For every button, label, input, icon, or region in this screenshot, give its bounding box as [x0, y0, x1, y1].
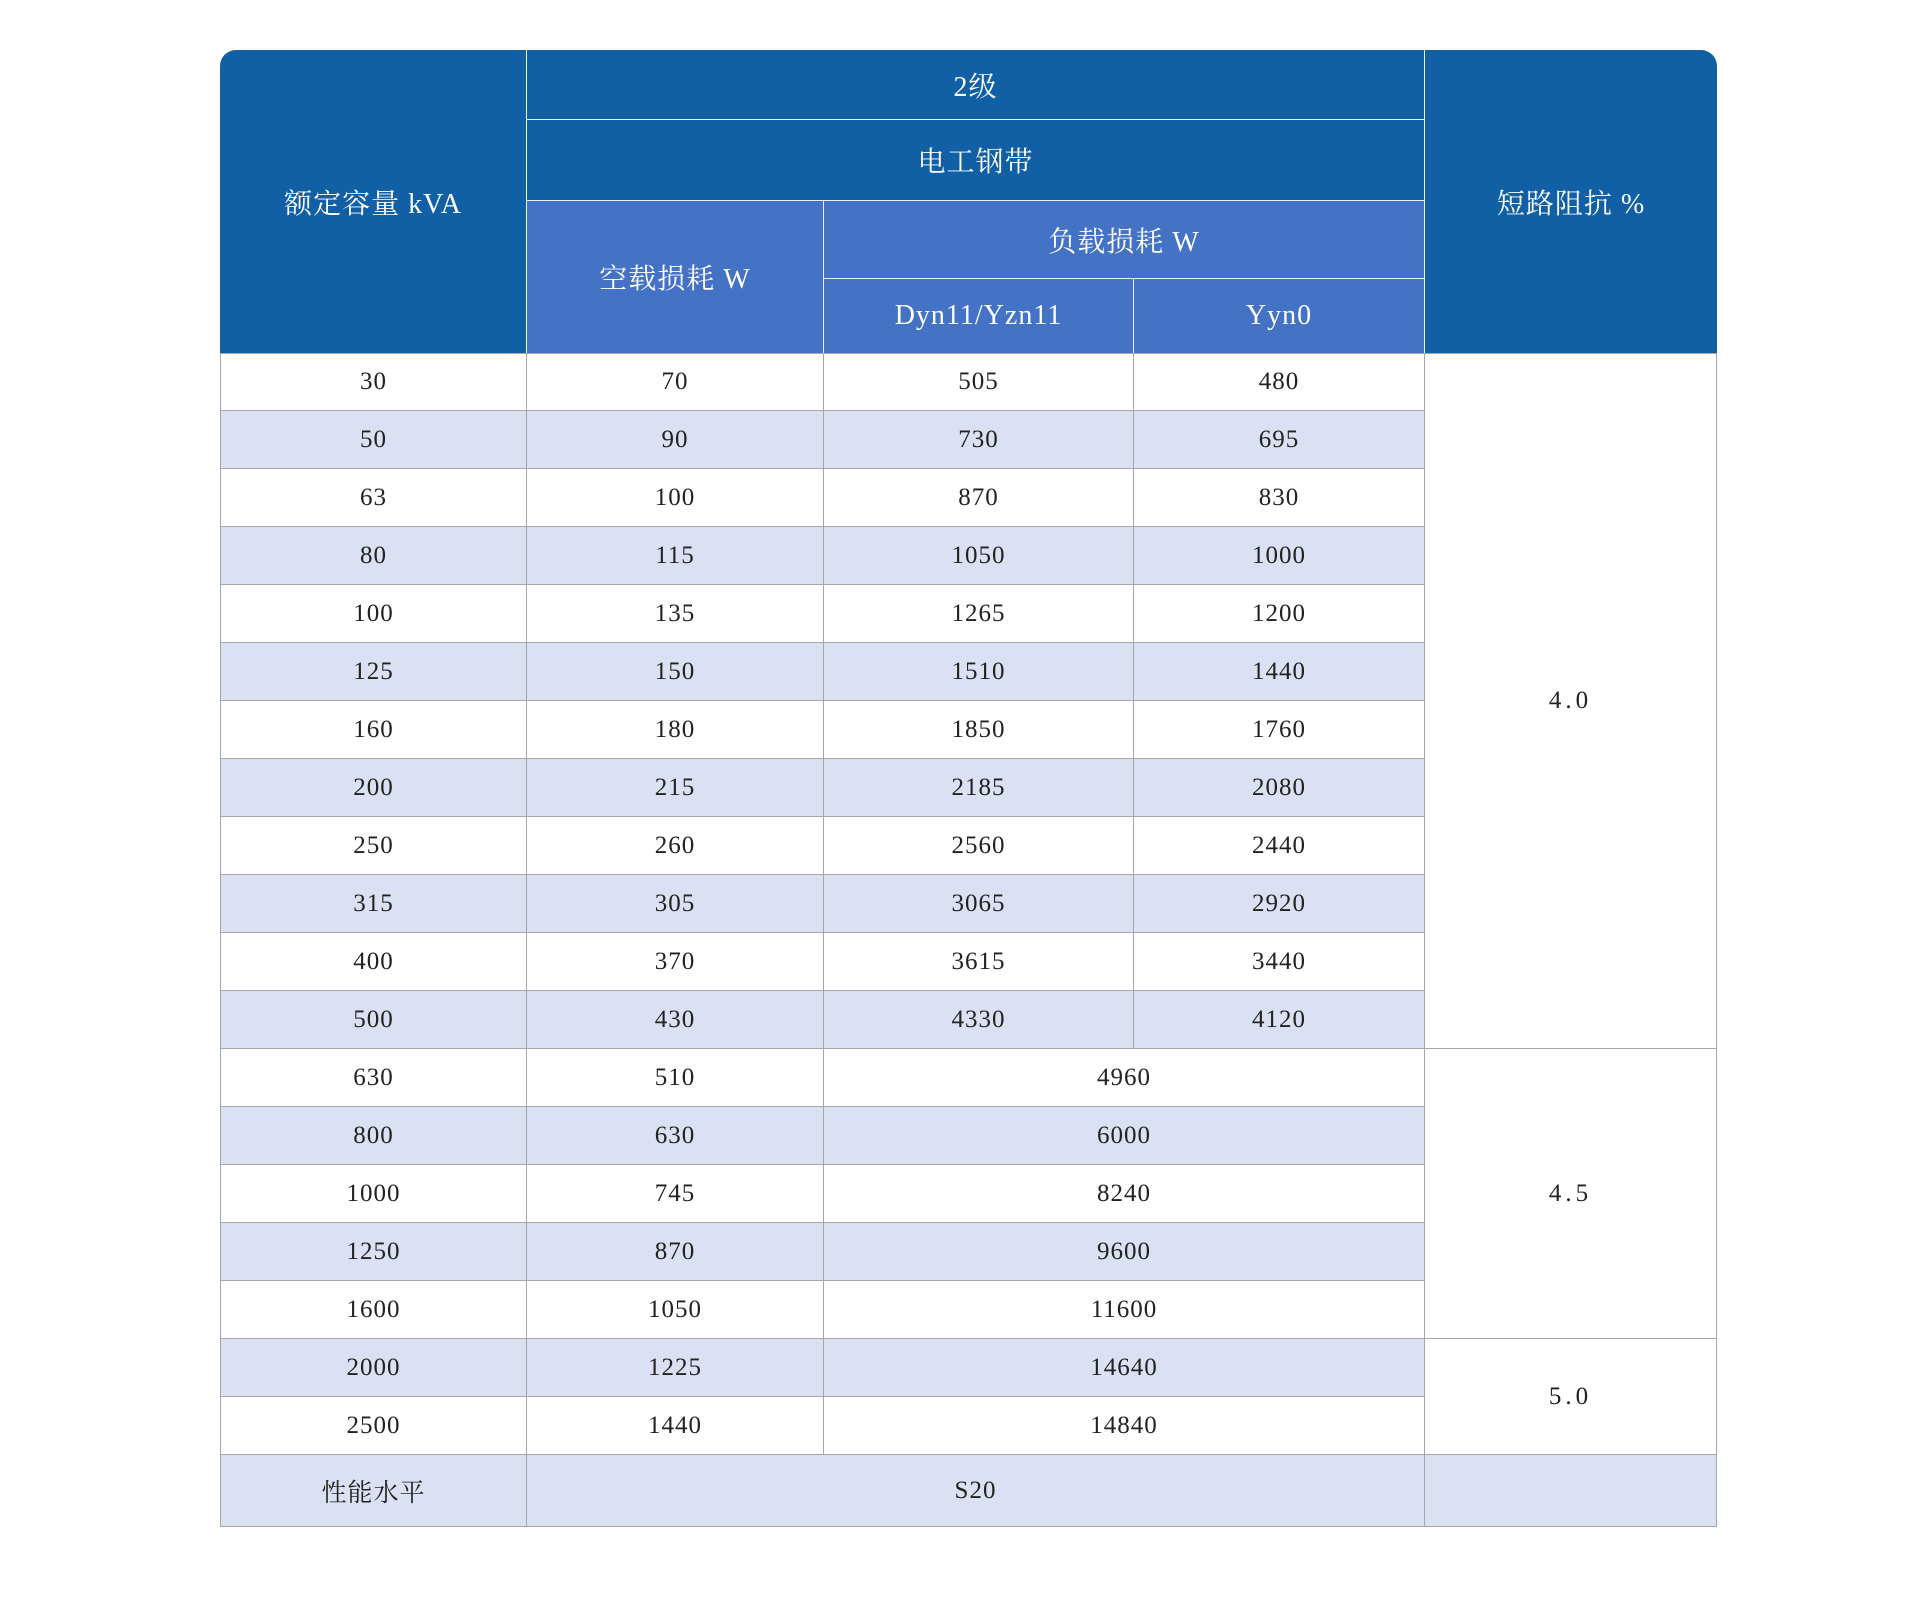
impedance-value-cell: 4.5	[1425, 1049, 1717, 1339]
performance-level-row	[220, 1455, 1717, 1527]
load-loss-dyn11-cell: 3065	[824, 875, 1134, 933]
header-row-grade	[220, 50, 1717, 120]
grade-header: 2级	[527, 50, 1425, 120]
impedance-empty-cell	[1425, 1455, 1717, 1527]
capacity-cell: 1000	[220, 1165, 527, 1223]
load-loss-dyn11-cell: 1050	[824, 527, 1134, 585]
capacity-cell: 1600	[220, 1281, 527, 1339]
table-row	[220, 1339, 1717, 1397]
impedance-value-cell: 4.0	[1425, 353, 1717, 1049]
no-load-loss-cell: 745	[527, 1165, 824, 1223]
load-loss-merged-cell: 11600	[824, 1281, 1425, 1339]
load-loss-dyn11-cell: 1850	[824, 701, 1134, 759]
load-loss-merged-cell: 6000	[824, 1107, 1425, 1165]
load-loss-merged-cell: 8240	[824, 1165, 1425, 1223]
load-loss-yyn0-cell: 695	[1134, 411, 1425, 469]
capacity-cell: 200	[220, 759, 527, 817]
load-loss-yyn0-cell: 1440	[1134, 643, 1425, 701]
no-load-loss-cell: 1050	[527, 1281, 824, 1339]
no-load-loss-cell: 100	[527, 469, 824, 527]
no-load-loss-header: 空载损耗 W	[527, 201, 824, 353]
table-row	[220, 1049, 1717, 1107]
no-load-loss-cell: 150	[527, 643, 824, 701]
no-load-loss-cell: 630	[527, 1107, 824, 1165]
capacity-cell: 500	[220, 991, 527, 1049]
load-loss-dyn11-cell: 2185	[824, 759, 1134, 817]
performance-value-cell: S20	[527, 1455, 1425, 1527]
load-loss-dyn11-cell: 870	[824, 469, 1134, 527]
no-load-loss-cell: 1225	[527, 1339, 824, 1397]
no-load-loss-cell: 305	[527, 875, 824, 933]
transformer-spec-table	[220, 50, 1717, 1527]
vector-group-dyn11-header: Dyn11/Yzn11	[824, 279, 1134, 353]
vector-group-yyn0-header: Yyn0	[1134, 279, 1425, 353]
load-loss-yyn0-cell: 2440	[1134, 817, 1425, 875]
load-loss-dyn11-cell: 505	[824, 353, 1134, 411]
spec-table	[220, 50, 1717, 1527]
capacity-cell: 1250	[220, 1223, 527, 1281]
load-loss-yyn0-cell: 2080	[1134, 759, 1425, 817]
load-loss-dyn11-cell: 1510	[824, 643, 1134, 701]
load-loss-dyn11-cell: 1265	[824, 585, 1134, 643]
load-loss-yyn0-cell: 4120	[1134, 991, 1425, 1049]
load-loss-merged-cell: 4960	[824, 1049, 1425, 1107]
load-loss-yyn0-cell: 3440	[1134, 933, 1425, 991]
capacity-column-header: 额定容量 kVA	[220, 50, 527, 353]
no-load-loss-cell: 135	[527, 585, 824, 643]
load-loss-yyn0-cell: 1200	[1134, 585, 1425, 643]
load-loss-dyn11-cell: 3615	[824, 933, 1134, 991]
capacity-cell: 630	[220, 1049, 527, 1107]
capacity-cell: 2000	[220, 1339, 527, 1397]
capacity-cell: 80	[220, 527, 527, 585]
load-loss-merged-cell: 14840	[824, 1397, 1425, 1455]
no-load-loss-cell: 1440	[527, 1397, 824, 1455]
no-load-loss-cell: 370	[527, 933, 824, 991]
no-load-loss-cell: 90	[527, 411, 824, 469]
load-loss-dyn11-cell: 2560	[824, 817, 1134, 875]
capacity-cell: 125	[220, 643, 527, 701]
capacity-cell: 315	[220, 875, 527, 933]
no-load-loss-cell: 260	[527, 817, 824, 875]
capacity-cell: 250	[220, 817, 527, 875]
table-row	[220, 353, 1717, 411]
load-loss-yyn0-cell: 2920	[1134, 875, 1425, 933]
no-load-loss-cell: 430	[527, 991, 824, 1049]
no-load-loss-cell: 115	[527, 527, 824, 585]
material-header: 电工钢带	[527, 120, 1425, 201]
no-load-loss-cell: 215	[527, 759, 824, 817]
capacity-cell: 63	[220, 469, 527, 527]
capacity-cell: 50	[220, 411, 527, 469]
load-loss-yyn0-cell: 1000	[1134, 527, 1425, 585]
load-loss-dyn11-cell: 730	[824, 411, 1134, 469]
no-load-loss-cell: 70	[527, 353, 824, 411]
capacity-cell: 160	[220, 701, 527, 759]
no-load-loss-cell: 180	[527, 701, 824, 759]
load-loss-merged-cell: 14640	[824, 1339, 1425, 1397]
capacity-cell: 30	[220, 353, 527, 411]
load-loss-yyn0-cell: 480	[1134, 353, 1425, 411]
capacity-cell: 2500	[220, 1397, 527, 1455]
load-loss-yyn0-cell: 830	[1134, 469, 1425, 527]
load-loss-dyn11-cell: 4330	[824, 991, 1134, 1049]
performance-label-cell: 性能水平	[220, 1455, 527, 1527]
no-load-loss-cell: 510	[527, 1049, 824, 1107]
load-loss-yyn0-cell: 1760	[1134, 701, 1425, 759]
capacity-cell: 400	[220, 933, 527, 991]
impedance-value-cell: 5.0	[1425, 1339, 1717, 1455]
capacity-cell: 100	[220, 585, 527, 643]
no-load-loss-cell: 870	[527, 1223, 824, 1281]
load-loss-merged-cell: 9600	[824, 1223, 1425, 1281]
load-loss-header: 负载损耗 W	[824, 201, 1425, 279]
capacity-cell: 800	[220, 1107, 527, 1165]
impedance-column-header: 短路阻抗 %	[1425, 50, 1717, 353]
